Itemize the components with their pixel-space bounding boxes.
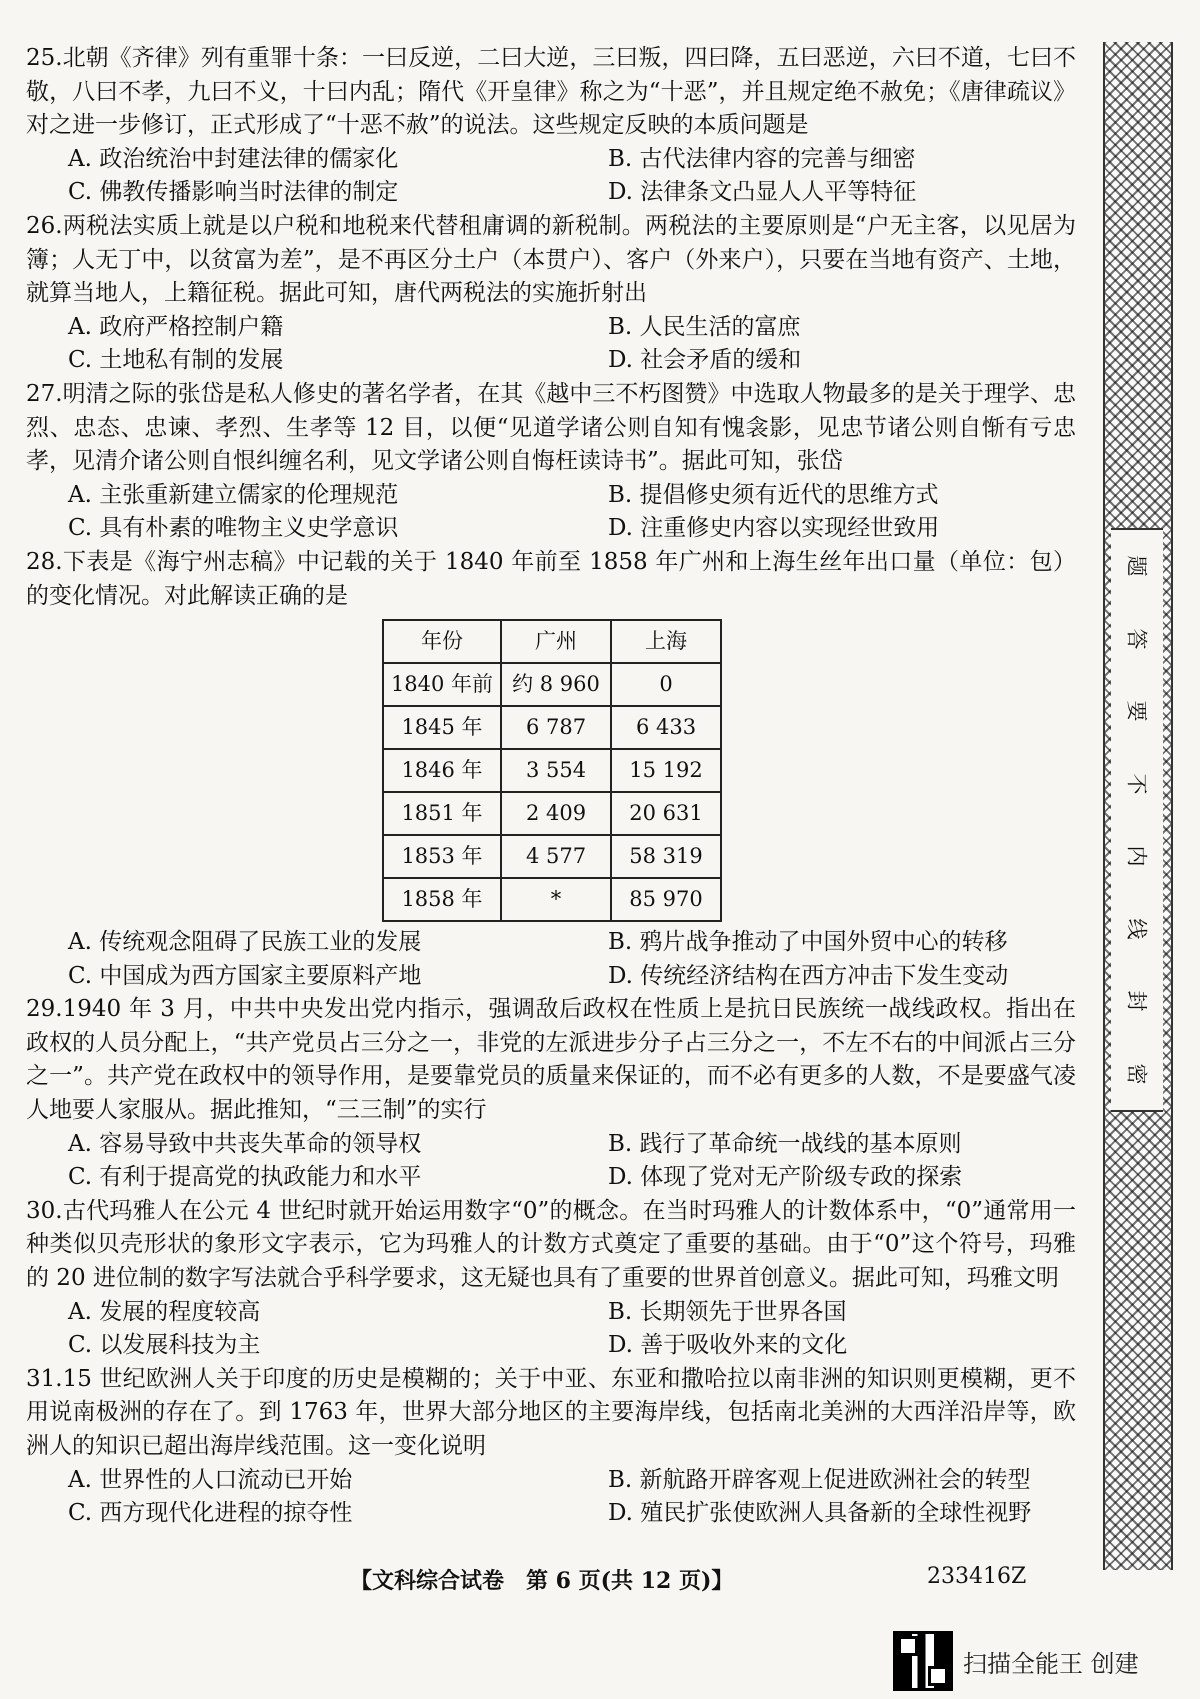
scanner-watermark	[893, 1631, 1139, 1691]
option-a[interactable]: A. 政治统治中封建法律的儒家化	[68, 145, 399, 172]
question-stem	[26, 1195, 1076, 1296]
binding-notice	[1111, 528, 1163, 1112]
cell-guangzhou: 约 8 960	[501, 663, 611, 706]
data-table-wrapper	[26, 619, 1076, 922]
question-25	[26, 42, 1076, 210]
option-b[interactable]: B. 人民生活的富庶	[608, 313, 801, 340]
question-number: 28.	[26, 548, 63, 575]
options	[68, 1464, 1076, 1531]
options	[68, 311, 1076, 378]
question-text: 两税法实质上就是以户税和地税来代替租庸调的新税制。两税法的主要原则是“户无主客，以见居为簿；人无丁中，以贫富为差”，是不再区分土户（本贯户）、客户（外来户），只要在当地有资产、土地，就算当地人，上籍征税。据此可知，唐代两税法的实施折射出	[26, 212, 1076, 307]
question-number: 29.	[26, 996, 63, 1023]
options	[68, 479, 1076, 546]
table-row	[383, 663, 721, 706]
option-a[interactable]: A. 容易导致中共丧失革命的领导权	[68, 1130, 422, 1157]
option-d[interactable]: D. 殖民扩张使欧洲人具备新的全球性视野	[608, 1500, 1032, 1527]
question-text: 古代玛雅人在公元 4 世纪时就开始运用数字“0”的概念。在当时玛雅人的计数体系中，“0”通常用一种类似贝壳形状的象形文字表示，它为玛雅人的计数方式奠定了重要的基础。由于“0”这个符号，玛雅的 20 进位制的数字写法就合乎科学要求，这无疑也具有了重要的世界首创意义。据此可知，玛雅文明	[26, 1197, 1076, 1292]
option-c[interactable]: C. 西方现代化进程的掠夺性	[68, 1500, 353, 1527]
option-c[interactable]: C. 具有朴素的唯物主义史学意识	[68, 515, 399, 542]
option-b[interactable]: B. 新航路开辟客观上促进欧洲社会的转型	[608, 1466, 1031, 1493]
option-c[interactable]: C. 土地私有制的发展	[68, 347, 284, 374]
header-shanghai: 上海	[611, 620, 721, 663]
option-b[interactable]: B. 践行了革命统一战线的基本原则	[608, 1130, 962, 1157]
header-year: 年份	[383, 620, 501, 663]
table-row	[383, 749, 721, 792]
table-header-row	[383, 620, 721, 663]
question-text: 1940 年 3 月，中共中央发出党内指示，强调敌后政权在性质上是抗日民族统一战线政权。指出在政权的人员分配上，“共产党员占三分之一，非党的左派进步分子占三分之一，不左不右的中间派占三分之一”。共产党在政权中的领导作用，是要靠党员的质量来保证的，而不必有更多的人数，不是要盛气凌人地要人家服从。据此推知，“三三制”的实行	[26, 996, 1076, 1124]
cell-year: 1853 年	[383, 835, 501, 878]
question-27	[26, 378, 1076, 546]
cell-shanghai: 85 970	[611, 878, 721, 921]
binding-char: 封	[1124, 990, 1148, 1012]
cell-guangzhou: 2 409	[501, 792, 611, 835]
options	[68, 143, 1076, 210]
option-a[interactable]: A. 主张重新建立儒家的伦理规范	[68, 481, 399, 508]
option-b[interactable]: B. 提倡修史须有近代的思维方式	[608, 481, 939, 508]
option-c[interactable]: C. 以发展科技为主	[68, 1332, 261, 1359]
binding-char: 不	[1124, 773, 1148, 795]
cell-shanghai: 6 433	[611, 706, 721, 749]
cell-shanghai: 58 319	[611, 835, 721, 878]
cell-guangzhou: *	[501, 878, 611, 921]
question-number: 26.	[26, 212, 63, 239]
cell-year: 1846 年	[383, 749, 501, 792]
binding-char: 线	[1124, 918, 1148, 940]
options	[68, 1296, 1076, 1363]
question-stem	[26, 42, 1076, 143]
question-stem	[26, 546, 1076, 613]
cell-guangzhou: 4 577	[501, 835, 611, 878]
option-a[interactable]: A. 世界性的人口流动已开始	[68, 1466, 353, 1493]
question-text: 明清之际的张岱是私人修史的著名学者，在其《越中三不朽图赞》中选取人物最多的是关于理学、忠烈、忠态、忠谏、孝烈、生孝等 12 目，以便“见道学诸公则自知有愧衾影，见忠节诸公则自惭有亏忠孝，见清介诸公则自恨纠缠名利，见文学诸公则自悔枉读诗书”。据此可知，张岱	[26, 380, 1076, 475]
binding-char: 要	[1124, 700, 1148, 722]
question-text: 15 世纪欧洲人关于印度的历史是模糊的；关于中亚、东亚和撒哈拉以南非洲的知识则更模糊，更不用说南极洲的存在了。到 1763 年，世界大部分地区的主要海岸线，包括南北美洲的大西洋沿岸等，欧洲人的知识已超出海岸线范围。这一变化说明	[26, 1365, 1076, 1459]
question-29	[26, 993, 1076, 1195]
option-a[interactable]: A. 传统观念阻碍了民族工业的发展	[68, 929, 422, 956]
table-row	[383, 706, 721, 749]
option-c[interactable]: C. 中国成为西方国家主要原料产地	[68, 962, 422, 989]
question-number: 30.	[26, 1197, 63, 1224]
question-text: 下表是《海宁州志稿》中记载的关于 1840 年前至 1858 年广州和上海生丝年出口量（单位：包）的变化情况。对此解读正确的是	[26, 548, 1076, 609]
cell-year: 1845 年	[383, 706, 501, 749]
binding-char: 答	[1124, 628, 1148, 650]
cell-year: 1840 年前	[383, 663, 501, 706]
question-text: 北朝《齐律》列有重罪十条：一曰反逆，二曰大逆，三曰叛，四曰降，五曰恶逆，六曰不道，七曰不敬，八曰不孝，九曰不义，十曰内乱；隋代《开皇律》称之为“十恶”，并且规定绝不赦免；《唐律疏议》对之进一步修订，正式形成了“十恶不赦”的说法。这些规定反映的本质问题是	[26, 45, 1076, 139]
question-stem	[26, 210, 1076, 311]
question-number: 27.	[26, 380, 63, 407]
option-d[interactable]: D. 注重修史内容以实现经世致用	[608, 515, 940, 542]
header-guangzhou: 广州	[501, 620, 611, 663]
footer-title: 【文科综合试卷 第 6 页(共 12 页)】	[350, 1568, 734, 1594]
silk-export-table	[382, 619, 722, 922]
option-a[interactable]: A. 发展的程度较高	[68, 1298, 261, 1325]
option-d[interactable]: D. 法律条文凸显人人平等特征	[608, 179, 917, 206]
scanner-watermark-text: 扫描全能王 创建	[963, 1649, 1139, 1678]
cell-shanghai: 0	[611, 663, 721, 706]
table-row	[383, 792, 721, 835]
question-stem	[26, 378, 1076, 479]
option-d[interactable]: D. 社会矛盾的缓和	[608, 347, 802, 374]
question-28	[26, 546, 1076, 993]
question-30	[26, 1195, 1076, 1363]
option-b[interactable]: B. 长期领先于世界各国	[608, 1298, 847, 1325]
table-row	[383, 835, 721, 878]
table-row	[383, 878, 721, 921]
option-d[interactable]: D. 传统经济结构在西方冲击下发生变动	[608, 962, 1009, 989]
cell-shanghai: 20 631	[611, 792, 721, 835]
question-number: 31.	[26, 1365, 63, 1392]
cell-guangzhou: 6 787	[501, 706, 611, 749]
option-b[interactable]: B. 鸦片战争推动了中国外贸中心的转移	[608, 929, 1008, 956]
question-26	[26, 210, 1076, 378]
option-c[interactable]: C. 佛教传播影响当时法律的制定	[68, 179, 399, 206]
cell-year: 1858 年	[383, 878, 501, 921]
option-c[interactable]: C. 有利于提高党的执政能力和水平	[68, 1164, 422, 1191]
question-number: 25.	[26, 45, 63, 71]
binding-char: 内	[1124, 845, 1148, 867]
qr-code-icon	[893, 1631, 953, 1691]
option-b[interactable]: B. 古代法律内容的完善与细密	[608, 145, 916, 172]
question-list	[26, 42, 1076, 1531]
question-stem	[26, 1363, 1076, 1464]
question-stem	[26, 993, 1076, 1127]
paper-code: 233416Z	[927, 1564, 1027, 1589]
option-d[interactable]: D. 善于吸收外来的文化	[608, 1332, 848, 1359]
cell-shanghai: 15 192	[611, 749, 721, 792]
options	[68, 926, 1076, 993]
option-d[interactable]: D. 体现了党对无产阶级专政的探索	[608, 1164, 963, 1191]
options	[68, 1128, 1076, 1195]
cell-guangzhou: 3 554	[501, 749, 611, 792]
binding-char: 密	[1124, 1063, 1148, 1085]
question-31	[26, 1363, 1076, 1531]
option-a[interactable]: A. 政府严格控制户籍	[68, 313, 284, 340]
binding-char: 题	[1124, 555, 1148, 577]
cell-year: 1851 年	[383, 792, 501, 835]
